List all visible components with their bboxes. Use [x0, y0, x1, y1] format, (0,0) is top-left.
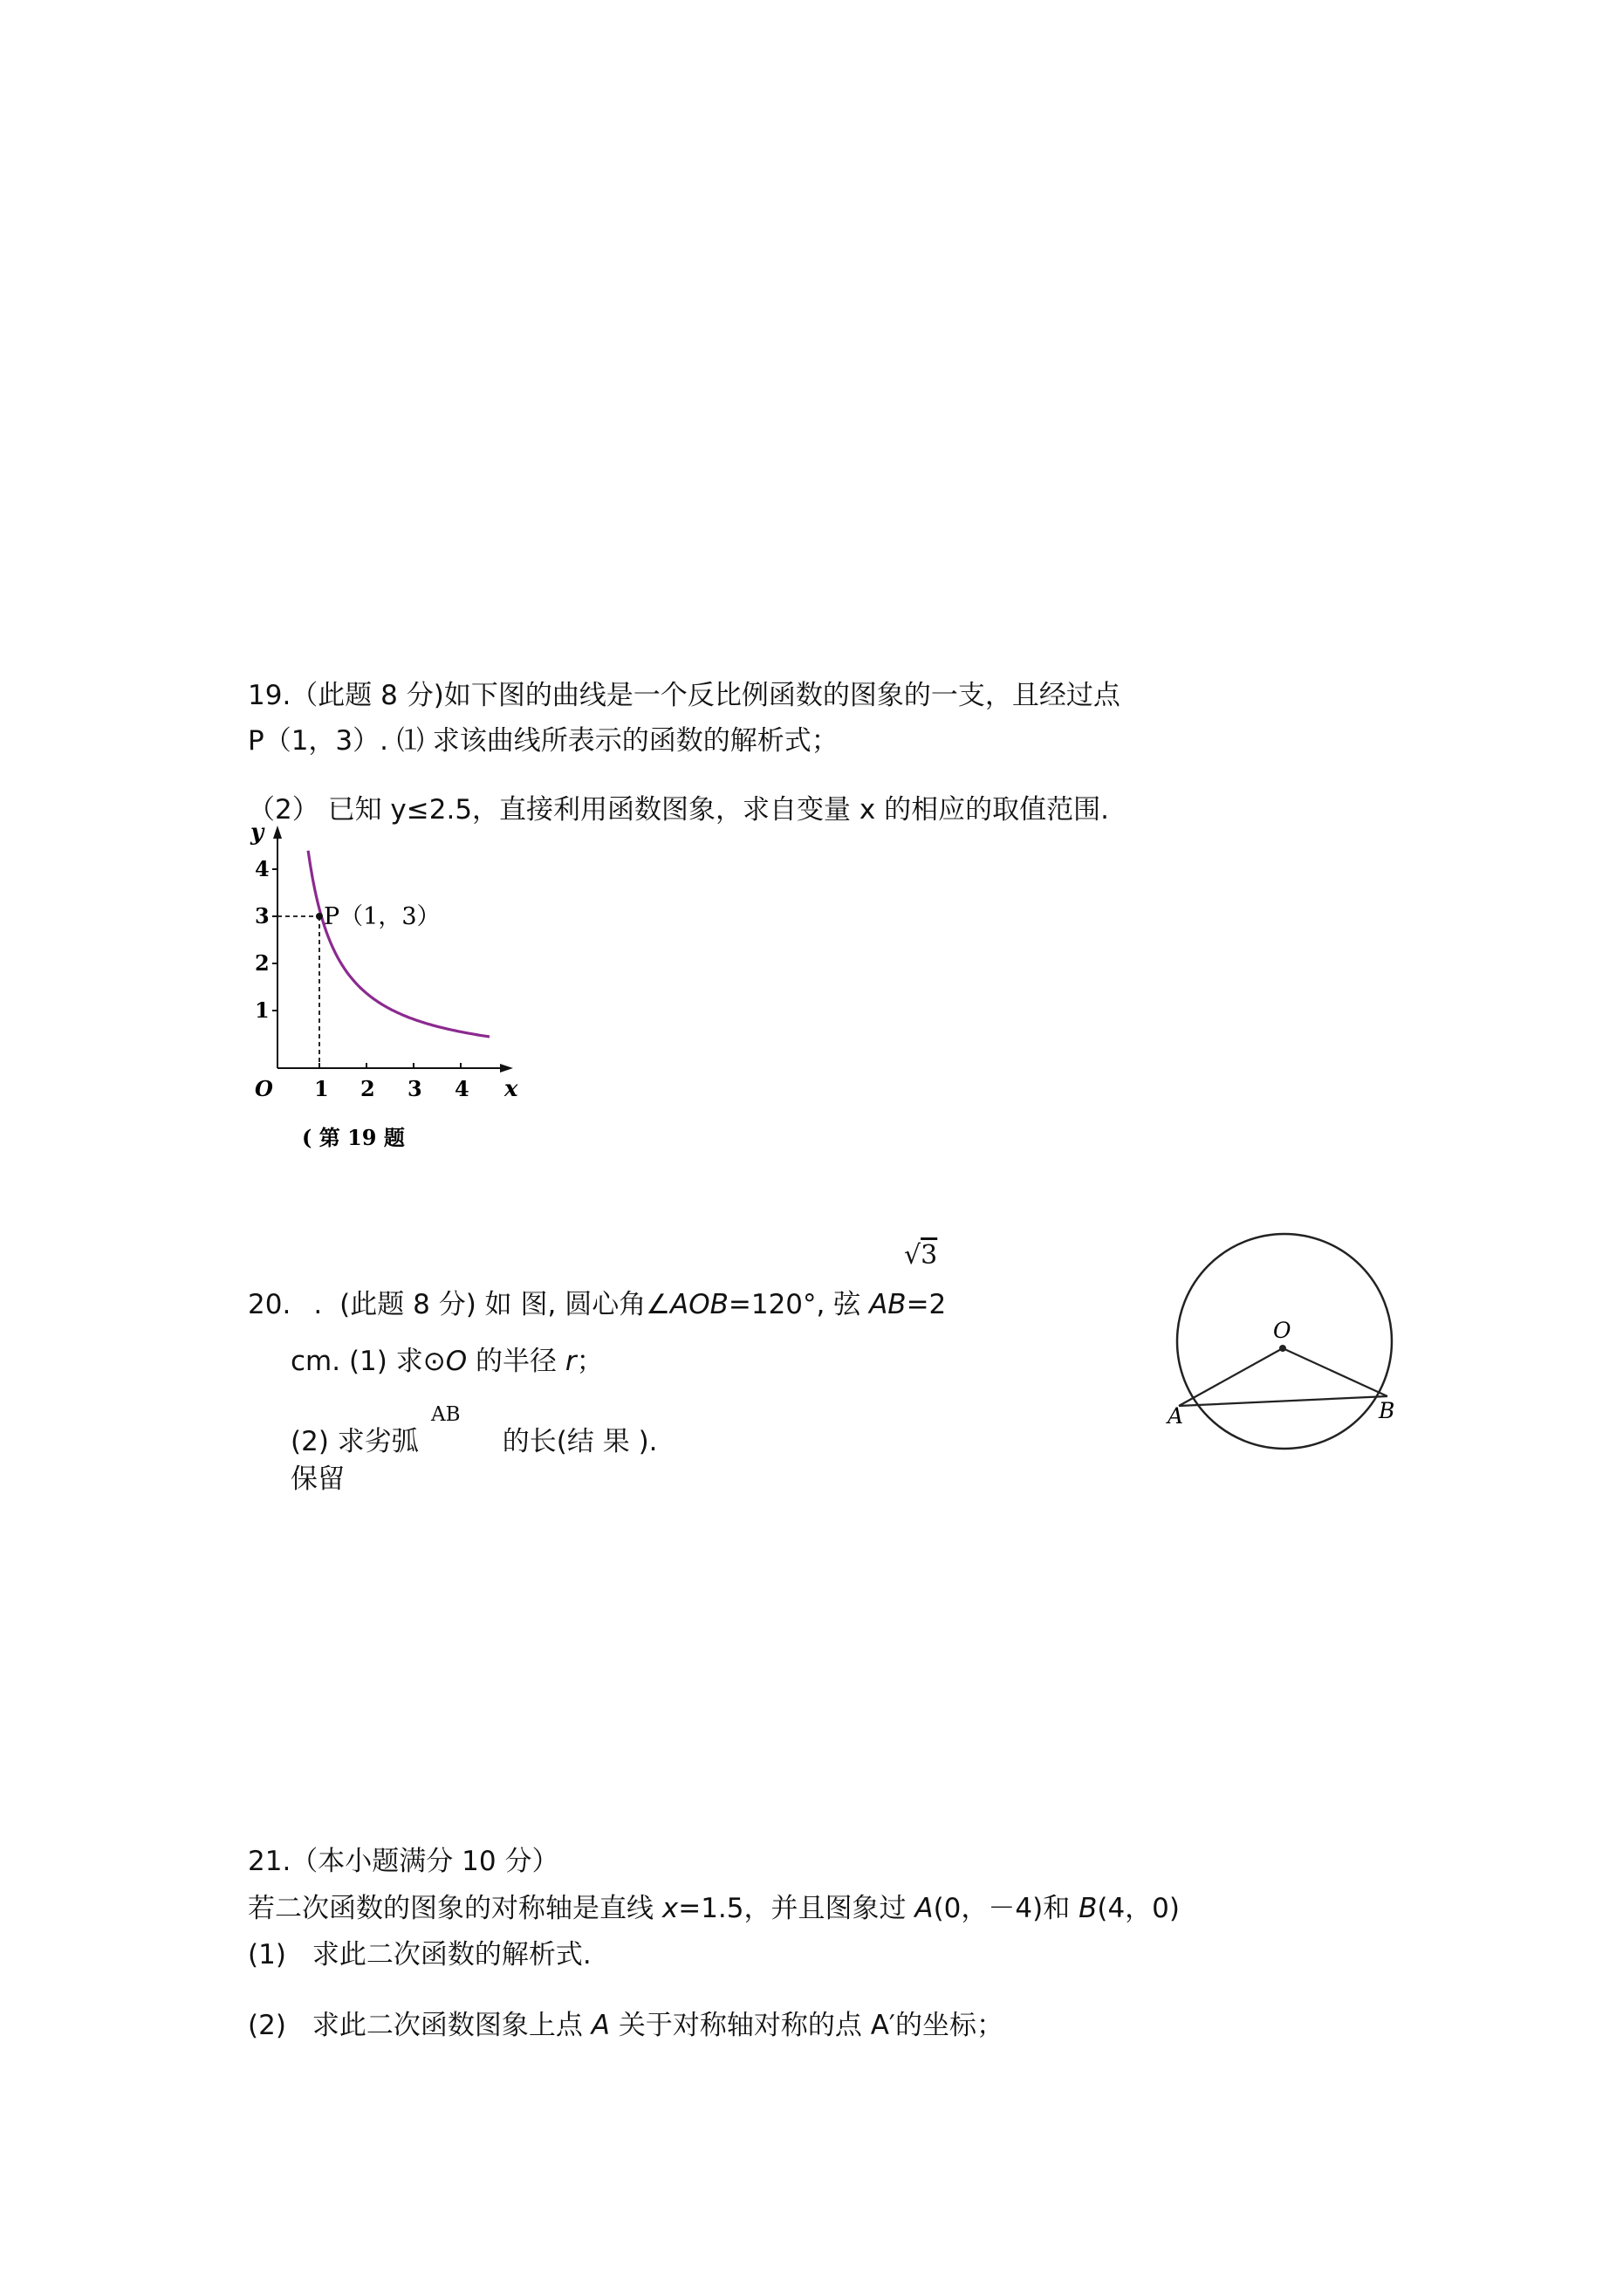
q21-title: 21.（本小题满分 10 分） — [248, 1846, 559, 1877]
q21-line1: 若二次函数的图象的对称轴是直线 x=1.5，并且图象过 A(0，－4)和 B(4，0) — [248, 1893, 1180, 1924]
x-tick-3: 3 — [407, 1076, 422, 1101]
q19-graph — [244, 816, 541, 1156]
y-tick-4: 4 — [255, 856, 270, 881]
y-tick-3: 3 — [255, 903, 270, 929]
q19-line2: P（1，3）. ⑴ 求该曲线所表示的函数的解析式； — [248, 725, 839, 757]
x-tick-4: 4 — [455, 1076, 469, 1101]
q20-line1: 20. . (此题 8 分) 如 图, 圆心角∠AOB=120°, 弦 AB=2 — [248, 1289, 947, 1320]
hyperbola-curve — [308, 851, 490, 1037]
q19-line3: （2） 已知 y≤2.5，直接利用函数图象，求自变量 x 的相应的取值范围. — [248, 794, 1109, 826]
q20-line2: cm. (1) 求⊙O 的半径 r； — [291, 1346, 604, 1377]
q20-line4: 保留 — [291, 1463, 345, 1495]
x-axis-label: x — [504, 1076, 518, 1102]
label-o: O — [1273, 1318, 1291, 1343]
y-tick-2: 2 — [255, 950, 270, 976]
q21-part1: (1) 求此二次函数的解析式. — [248, 1939, 592, 1970]
center-point — [1279, 1345, 1286, 1352]
origin-label: O — [255, 1076, 273, 1101]
q20-sqrt — [904, 1240, 938, 1271]
y-axis-label: y — [250, 819, 264, 846]
x-tick-1: 1 — [314, 1076, 329, 1101]
q20-arc-label: AB — [431, 1403, 461, 1426]
point-p-label: P（1，3） — [324, 903, 441, 930]
x-tick-2: 2 — [360, 1076, 375, 1101]
point-p — [316, 913, 323, 920]
x-axis-arrow — [500, 1064, 513, 1073]
label-b: B — [1379, 1398, 1395, 1423]
figure-caption: ( 第 19 题 — [302, 1125, 405, 1150]
y-axis-arrow — [273, 826, 282, 839]
q20-line3: (2) 求劣弧 的长(结 果 ). — [291, 1426, 658, 1457]
sqrt-sign: √ — [904, 1240, 921, 1271]
q19-line1: 19.（此题 8 分)如下图的曲线是一个反比例函数的图象的一支，且经过点 — [248, 680, 1120, 711]
label-a: A — [1168, 1403, 1184, 1429]
sqrt-radicand: 3 — [921, 1240, 938, 1271]
q21-part2: (2) 求此二次函数图象上点 A 关于对称轴对称的点 A′的坐标； — [248, 2010, 1003, 2041]
q20-figure — [1165, 1229, 1414, 1460]
y-tick-1: 1 — [255, 997, 270, 1023]
